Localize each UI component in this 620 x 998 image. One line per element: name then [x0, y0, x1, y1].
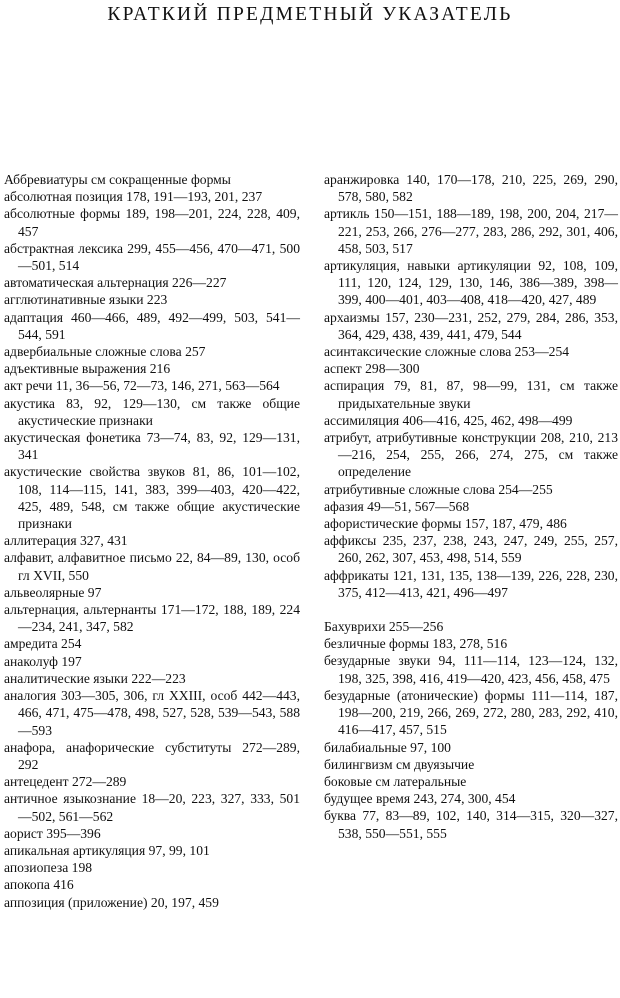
index-entry: атрибут, атрибутивные конструкции 208, 210, 213—216, 254, 255, 266, 274, 275, см также определение	[324, 430, 618, 480]
index-entry: аналогия 303—305, 306, гл XXIII, особ 442—443, 466, 471, 475—478, 498, 527, 528, 539—543, 588—593	[4, 688, 300, 738]
index-entry: аспект 298—300	[324, 361, 420, 377]
index-entry: автоматическая альтернация 226—227	[4, 275, 227, 291]
index-entry: Бахуврихи 255—256	[324, 619, 444, 635]
index-entry: апокопа 416	[4, 877, 74, 893]
index-entry: безударные (атонические) формы 111—114, 187, 198—200, 219, 266, 269, 272, 280, 283, 292, 410, 416—417, 457, 515	[324, 687, 618, 738]
index-column-left	[4, 171, 300, 911]
index-entry: антецедент 272—289	[4, 774, 127, 790]
index-entry: адаптация 460—466, 489, 492—499, 503, 541—544, 591	[4, 309, 300, 342]
index-entry: аффиксы 235, 237, 238, 243, 247, 249, 255, 257, 260, 262, 307, 453, 498, 514, 559	[324, 533, 618, 566]
index-entry: артикль 150—151, 188—189, 198, 200, 204, 217—221, 253, 266, 276—277, 283, 286, 292, 301, 406, 458, 503, 517	[324, 206, 618, 256]
index-entry: акустические свойства звуков 81, 86, 101—102, 108, 114—115, 141, 383, 399—403, 420—422, 425, 489, 548, см также общие акустические признаки	[4, 464, 300, 532]
index-entry: безударные звуки 94, 111—114, 123—124, 132, 198, 325, 398, 416, 419—420, 423, 456, 458, 475	[324, 653, 618, 686]
index-entry: адвербиальные сложные слова 257	[4, 344, 206, 360]
index-entry: безличные формы 183, 278, 516	[324, 636, 508, 652]
index-entry: акустическая фонетика 73—74, 83, 92, 129—131, 341	[4, 430, 300, 463]
index-entry: атрибутивные сложные слова 254—255	[324, 481, 553, 497]
index-entry: аспирация 79, 81, 87, 98—99, 131, см также придыхательные звуки	[324, 378, 618, 411]
index-entry: амредита 254	[4, 636, 82, 652]
index-entry: абсолютные формы 189, 198—201, 224, 228, 409, 457	[4, 206, 300, 239]
index-entry: алфавит, алфавитное письмо 22, 84—89, 130, особ гл XVII, 550	[4, 550, 300, 583]
index-entry: альтернация, альтернанты 171—172, 188, 189, 224—234, 241, 347, 582	[4, 602, 300, 635]
index-entry: аллитерация 327, 431	[4, 533, 128, 549]
index-entry: афористические формы 157, 187, 479, 486	[324, 516, 567, 532]
index-entry: альвеолярные 97	[4, 584, 102, 600]
index-entry: акт речи 11, 36—56, 72—73, 146, 271, 563—564	[4, 378, 280, 394]
index-entry: боковые см латеральные	[324, 773, 467, 789]
page-title: КРАТКИЙ ПРЕДМЕТНЫЙ УКАЗАТЕЛЬ	[107, 4, 513, 25]
index-entry: архаизмы 157, 230—231, 252, 279, 284, 286, 353, 364, 429, 438, 439, 441, 479, 544	[324, 309, 618, 342]
index-entry: аффрикаты 121, 131, 135, 138—139, 226, 228, 230, 375, 412—413, 421, 496—497	[324, 567, 618, 600]
index-entry: античное языкознание 18—20, 223, 327, 333, 501—502, 561—562	[4, 791, 300, 824]
index-entry: афазия 49—51, 567—568	[324, 498, 470, 514]
index-entry: билабиальные 97, 100	[324, 739, 451, 755]
index-column-right	[324, 171, 618, 842]
index-entry: анаколуф 197	[4, 653, 82, 669]
index-entry: будущее время 243, 274, 300, 454	[324, 791, 516, 807]
index-entry: акустика 83, 92, 129—130, см также общие акустические признаки	[4, 395, 300, 428]
index-entry: аорист 395—396	[4, 825, 101, 841]
index-entry: анафора, анафорические субституты 272—289, 292	[4, 739, 300, 772]
index-entry: абстрактная лексика 299, 455—456, 470—471, 500—501, 514	[4, 240, 300, 274]
index-entry: апикальная артикуляция 97, 99, 101	[4, 842, 210, 858]
index-entry: апозиопеза 198	[4, 860, 93, 876]
index-entry: агглютинативные языки 223	[4, 292, 168, 308]
index-entry: аппозиция (приложение) 20, 197, 459	[4, 894, 219, 910]
index-entry: Аббревиатуры см сокращенные формы	[4, 172, 231, 187]
index-entry: ассимиляция 406—416, 425, 462, 498—499	[324, 412, 573, 428]
index-entry: аранжировка 140, 170—178, 210, 225, 269, 290, 578, 580, 582	[324, 172, 618, 205]
index-entry: адъективные выражения 216	[4, 361, 171, 377]
index-entry: абсолютная позиция 178, 191—193, 201, 237	[4, 189, 263, 205]
index-entry: билингвизм см двуязычие	[324, 756, 475, 772]
index-entry: буква 77, 83—89, 102, 140, 314—315, 320—327, 538, 550—551, 555	[324, 808, 618, 841]
index-entry: аналитические языки 222—223	[4, 670, 186, 686]
index-entry: асинтаксические сложные слова 253—254	[324, 344, 570, 360]
index-entry: артикуляция, навыки артикуляции 92, 108, 109, 111, 120, 124, 129, 130, 146, 386—389, 398—399, 400—401, 403—408, 418—420, 427, 489	[324, 258, 618, 308]
